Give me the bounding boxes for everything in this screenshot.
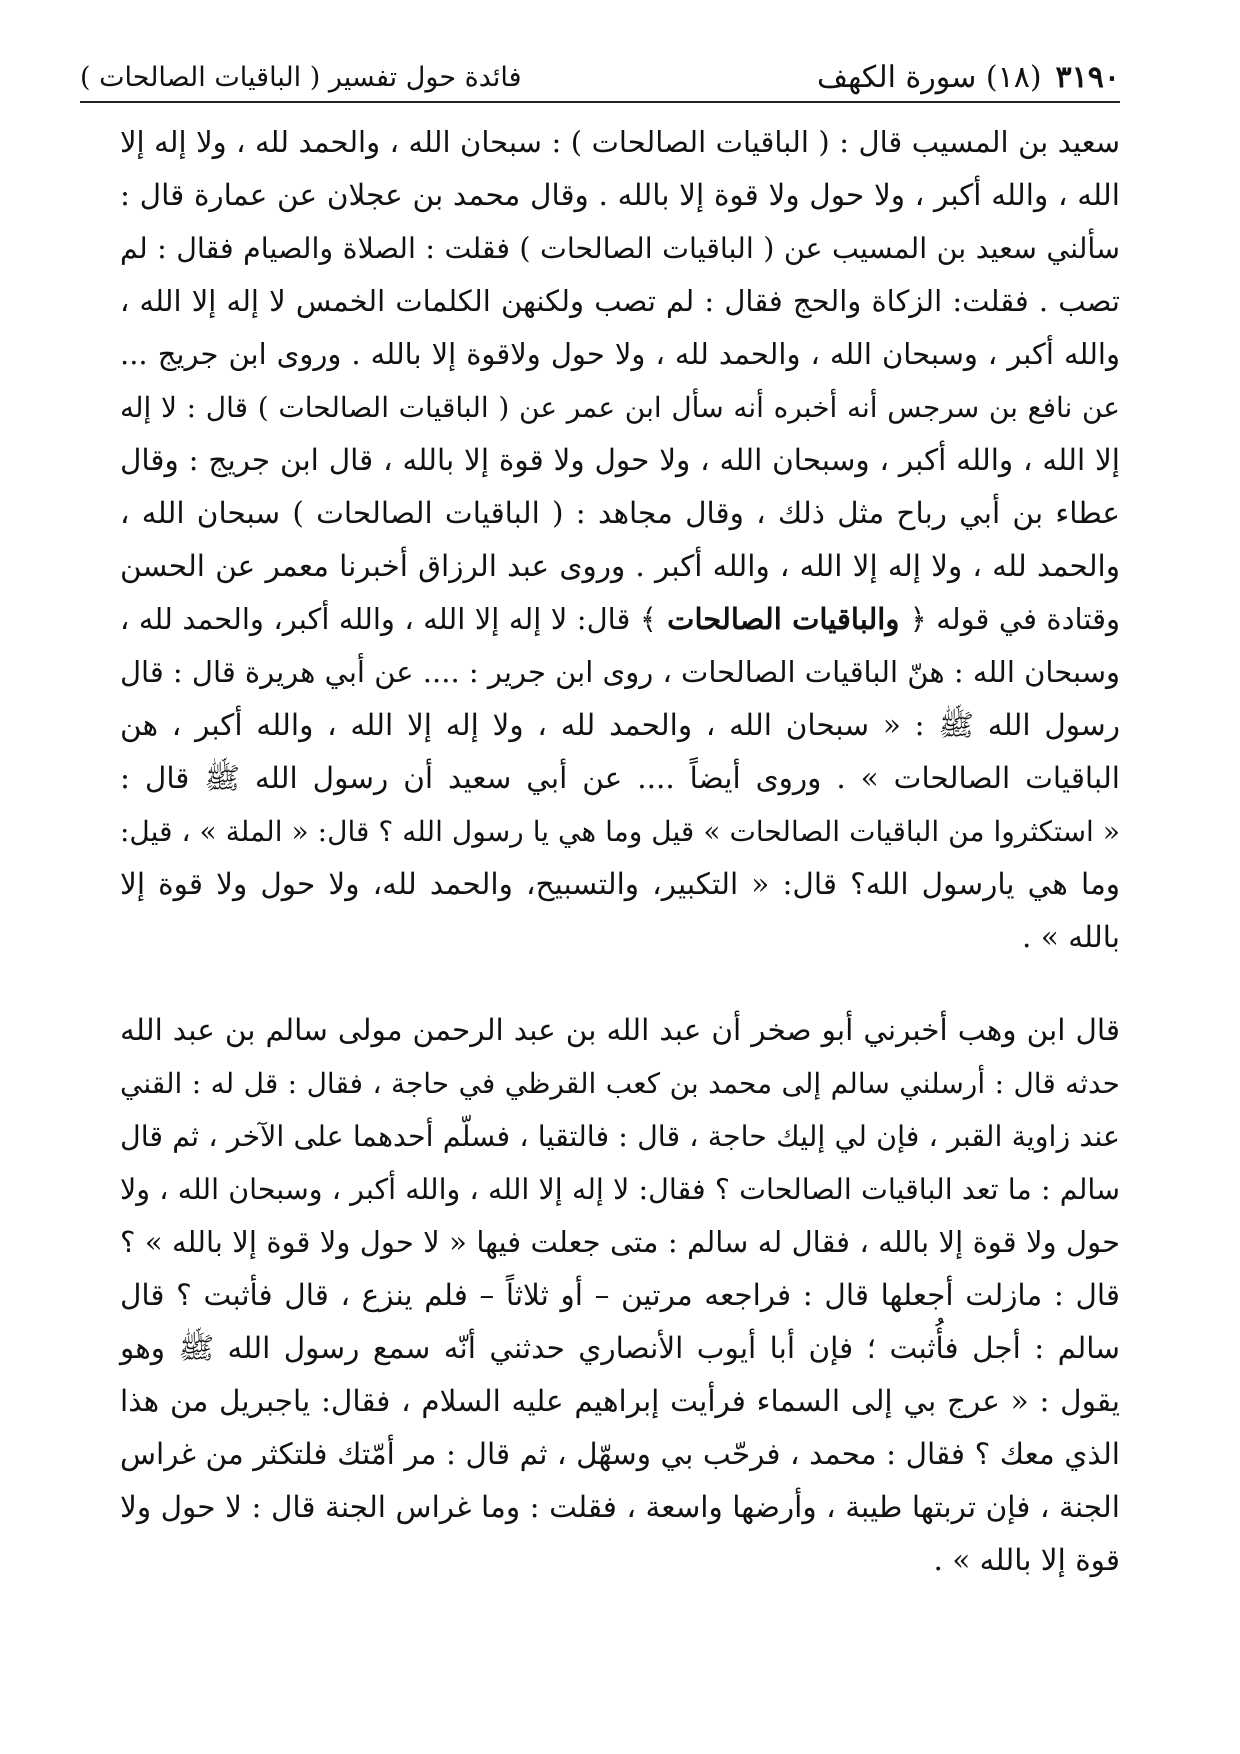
text-line: وما هي يارسول الله؟ قال: « التكبير، والتسبيح، والحمد لله، ولا حول ولا قوة إلا — [120, 867, 1120, 901]
text-line: « استكثروا من الباقيات الصالحات » قيل وما هي يا رسول الله ؟ قال: « الملة » ، قيل: — [120, 815, 1120, 848]
page-number: ٣١٩٠ — [1055, 60, 1120, 95]
header-right — [817, 60, 1120, 95]
quran-phrase: والباقيات الصالحات — [656, 602, 910, 636]
text-line: سالم : أجل فأُثبت ؛ فإن أبا أيوب الأنصاري حدثني أنّه سمع رسول الله ﷺ وهو — [120, 1331, 1120, 1365]
text-line: قال ابن وهب أخبرني أبو صخر أن عبد الله بن عبد الرحمن مولى سالم بن عبد الله — [120, 1013, 1120, 1047]
text-line-with-quran-quote — [120, 593, 1120, 646]
text-line: عن نافع بن سرجس أنه أخبره أنه سأل ابن عمر عن ( الباقيات الصالحات ) قال : لا إله — [120, 391, 1120, 424]
text-line: إلا الله ، والله أكبر ، وسبحان الله ، ولا حول ولا قوة إلا بالله ، قال ابن جريج : وقال — [120, 443, 1120, 477]
text-line: سعيد بن المسيب قال : ( الباقيات الصالحات ) : سبحان الله ، والحمد لله ، ولا إله إلا — [120, 125, 1120, 159]
paragraph-2 — [120, 1004, 1120, 1587]
paragraph-1 — [120, 116, 1120, 964]
running-header — [80, 52, 1120, 102]
text-line: والحمد لله ، ولا إله إلا الله ، والله أكبر . وروى عبد الرزاق أخبرنا معمر عن الحسن — [120, 549, 1120, 583]
text-line: الذي معك ؟ فقال : محمد ، فرحّب بي وسهّل ، ثم قال : مر أمّتك فلتكثر من غراس — [120, 1437, 1120, 1471]
text-line: رسول الله ﷺ : « سبحان الله ، والحمد لله ، ولا إله إلا الله ، والله أكبر ، هن — [120, 708, 1120, 742]
text-line: يقول : « عرج بي إلى السماء فرأيت إبراهيم عليه السلام ، فقال: ياجبريل من هذا — [120, 1384, 1120, 1418]
text-line: الباقيات الصالحات » . وروى أيضاً .... عن أبي سعيد أن رسول الله ﷺ قال : — [120, 761, 1120, 795]
text-line: بالله » . — [1022, 920, 1120, 954]
text-line: حول ولا قوة إلا بالله ، فقال له سالم : متى جعلت فيها « لا حول ولا قوة إلا بالله » ؟ — [120, 1225, 1120, 1259]
text-line: تصب . فقلت: الزكاة والحج فقال : لم تصب ولكنهن الكلمات الخمس لا إله إلا الله ، — [120, 284, 1120, 318]
text-line: سالم : ما تعد الباقيات الصالحات ؟ فقال: لا إله إلا الله ، والله أكبر ، وسبحان الله ، ولا — [120, 1173, 1121, 1206]
text-line: والله أكبر ، وسبحان الله ، والحمد لله ، ولا حول ولاقوة إلا بالله . وروى ابن جريج ... — [120, 337, 1120, 371]
line-text-before: وقتادة في قوله ﴿ — [909, 602, 1120, 636]
text-line: عطاء بن أبي رباح مثل ذلك ، وقال مجاهد : ( الباقيات الصالحات ) سبحان الله ، — [120, 496, 1120, 530]
text-line: حدثه قال : أرسلني سالم إلى محمد بن كعب القرظي في حاجة ، فقال : قل له : القني — [120, 1067, 1120, 1100]
text-line: الجنة ، فإن تربتها طيبة ، وأرضها واسعة ، فقلت : وما غراس الجنة قال : لا حول ولا — [120, 1490, 1120, 1524]
text-line: وسبحان الله : هنّ الباقيات الصالحات ، روى ابن جرير : .... عن أبي هريرة قال : قال — [119, 655, 1120, 689]
section-topic: فائدة حول تفسير ( الباقيات الصالحات ) — [80, 62, 522, 93]
surah-title: (١٨) سورة الكهف — [817, 60, 1042, 95]
text-line: الله ، والله أكبر ، ولا حول ولا قوة إلا بالله . وقال محمد بن عجلان عن عمارة قال : — [120, 178, 1120, 212]
text-line: سألني سعيد بن المسيب عن ( الباقيات الصالحات ) فقلت : الصلاة والصيام فقال : لم — [120, 232, 1120, 265]
text-line: قال : مازلت أجعلها قال : فراجعه مرتين – أو ثلاثاً – فلم ينزع ، قال فأثبت ؟ قال — [120, 1278, 1120, 1312]
text-line: عند زاوية القبر ، فإن لي إليك حاجة ، قال : فالتقيا ، فسلّم أحدهما على الآخر ، ثم قال — [120, 1120, 1120, 1153]
header-rule — [80, 101, 1120, 103]
line-text-after: ﴾ قال: لا إله إلا الله ، والله أكبر، والحمد لله ، — [120, 602, 657, 636]
text-line: قوة إلا بالله » . — [933, 1543, 1120, 1577]
